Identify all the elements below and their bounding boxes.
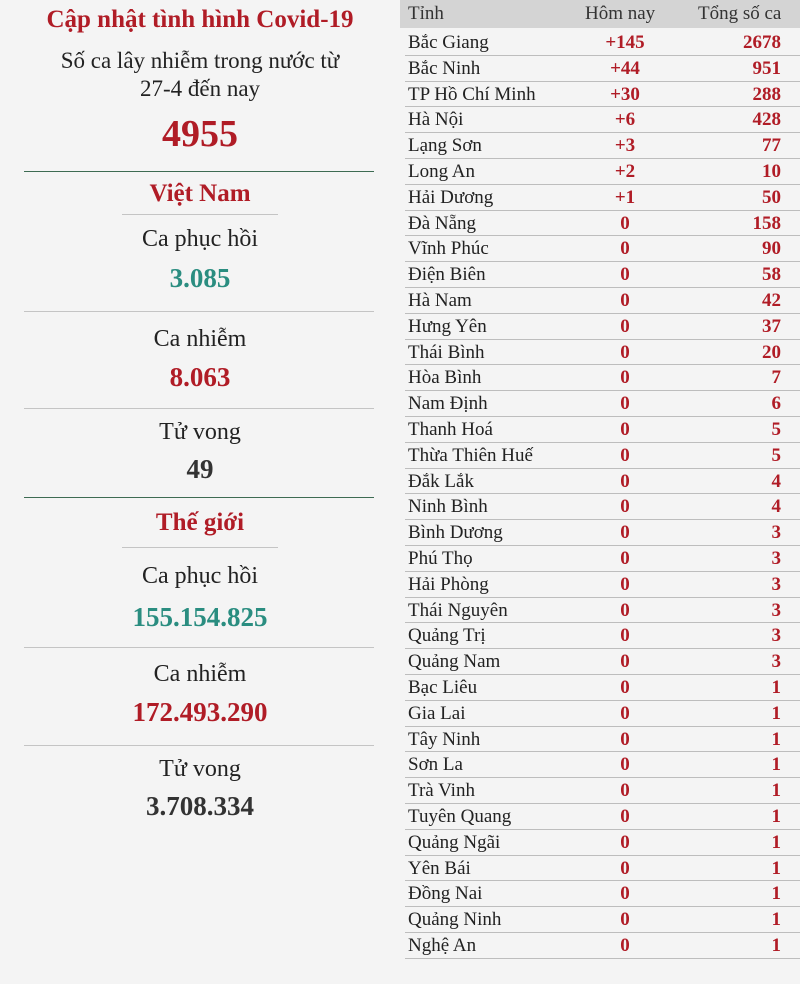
total-cell: 1 [771,831,781,853]
today-cell: 0 [620,212,630,234]
total-cell: 90 [762,238,781,260]
province-cell: Thái Nguyên [408,599,508,621]
table-row [405,649,800,675]
today-cell: +1 [614,186,636,208]
table-row [405,675,800,701]
province-cell: Ninh Bình [408,496,488,518]
vn-deaths-label: Tử vong [159,419,241,445]
today-cell: 0 [620,341,630,363]
province-cell: Quảng Ninh [408,909,502,931]
province-cell: Thừa Thiên Huế [408,444,533,466]
table-row [405,443,800,469]
vn-infected-label: Ca nhiễm [153,326,247,352]
table-row [405,778,800,804]
subtitle [0,47,400,103]
today-cell: 0 [620,857,630,879]
province-cell: Sơn La [408,754,463,776]
province-cell: Thái Bình [408,341,485,363]
table-row [405,623,800,649]
province-cell: Hòa Bình [408,367,482,389]
table-row [405,133,800,159]
province-cell: Gia Lai [408,702,466,724]
province-cell: Bạc Liêu [408,676,478,698]
province-table [400,0,800,984]
total-cell: 3 [771,651,781,673]
table-row [405,391,800,417]
table-row [405,365,800,391]
table-row [405,572,800,598]
divider [24,408,374,409]
total-cell: 3 [771,522,781,544]
today-cell: 0 [620,573,630,595]
today-cell: 0 [620,367,630,389]
total-cell: 158 [752,212,781,234]
today-cell: 0 [620,522,630,544]
province-cell: Yên Bái [408,857,471,879]
province-cell: Quảng Ngãi [408,831,501,853]
total-cell: 3 [771,625,781,647]
total-cell: 37 [762,315,781,337]
total-cell: 428 [752,109,781,131]
table-row [405,520,800,546]
today-cell: 0 [620,625,630,647]
world-infected-label: Ca nhiễm [153,661,247,687]
total-cell: 42 [762,289,781,311]
table-row [405,933,800,959]
province-cell: Vĩnh Phúc [408,238,489,260]
province-cell: Bắc Giang [408,32,489,53]
table-row [405,598,800,624]
today-cell: 0 [620,264,630,286]
total-cell: 2678 [743,32,781,53]
table-row [405,417,800,443]
table-row [405,56,800,82]
total-cell: 3 [771,547,781,569]
table-row [405,159,800,185]
province-cell: Phú Thọ [408,547,473,569]
table-body [400,30,800,959]
total-cell: 1 [771,728,781,750]
today-cell: 0 [620,754,630,776]
table-row [405,494,800,520]
total-cell: 4 [771,470,781,492]
province-cell: Hà Nam [408,289,472,311]
province-cell: Quảng Nam [408,651,501,673]
divider [24,497,374,498]
total-cell: 1 [771,676,781,698]
world-deaths-label: Tử vong [159,756,241,782]
province-cell: Hải Dương [408,186,494,208]
subtitle-line2: 27-4 đến nay [139,76,261,101]
vn-infected-value: 8.063 [169,362,231,392]
today-cell: 0 [620,780,630,802]
province-cell: Hưng Yên [408,315,487,337]
today-cell: 0 [620,883,630,905]
world-infected-value: 172.493.290 [132,697,268,727]
total-cell: 1 [771,909,781,931]
divider [122,547,278,548]
total-cell: 5 [771,418,781,440]
total-cell: 6 [771,393,781,415]
table-row [405,881,800,907]
total-cell: 77 [762,135,781,157]
table-row [405,804,800,830]
province-cell: Trà Vinh [408,780,475,802]
table-row [405,546,800,572]
today-cell: +145 [605,32,645,53]
table-row [405,340,800,366]
table-row [405,856,800,882]
province-cell: Nghệ An [408,934,477,956]
vietnam-heading: Việt Nam [149,180,251,207]
total-cell: 58 [762,264,781,286]
total-cell: 1 [771,805,781,827]
province-cell: Lạng Sơn [408,135,482,157]
today-cell: 0 [620,728,630,750]
table-row [405,236,800,262]
table-row [405,727,800,753]
province-cell: Bắc Ninh [408,57,481,79]
subtitle-line1: Số ca lây nhiễm trong nước từ [60,48,340,73]
today-cell: +44 [610,57,640,79]
total-cell: 951 [752,57,781,79]
header-province: Tỉnh [408,3,444,24]
province-cell: Hà Nội [408,109,464,131]
today-cell: 0 [620,909,630,931]
province-cell: Tuyên Quang [408,805,512,827]
vn-recovered-value: 3.085 [169,263,231,293]
divider [24,745,374,746]
total-cell: 1 [771,883,781,905]
table-row [405,314,800,340]
domestic-total: 4955 [162,113,238,155]
world-recovered-value: 155.154.825 [132,602,268,632]
today-cell: 0 [620,444,630,466]
world-deaths-value: 3.708.334 [146,791,254,821]
table-row [405,752,800,778]
total-cell: 7 [771,367,781,389]
table-row [405,82,800,108]
today-cell: +6 [614,109,636,131]
page-title: Cập nhật tình hình Covid-19 [46,6,354,33]
province-cell: Nam Định [408,393,488,415]
total-cell: 50 [762,186,781,208]
today-cell: 0 [620,934,630,956]
table-row [405,30,800,56]
province-cell: Bình Dương [408,522,503,544]
table-row [405,107,800,133]
total-cell: 1 [771,780,781,802]
today-cell: +30 [610,83,640,105]
table-row [405,907,800,933]
table-row [405,211,800,237]
total-cell: 10 [762,160,781,182]
province-cell: Đồng Nai [408,883,483,905]
world-recovered-label: Ca phục hồi [142,563,258,589]
divider [24,171,374,172]
today-cell: 0 [620,547,630,569]
today-cell: 0 [620,315,630,337]
divider [24,647,374,648]
today-cell: 0 [620,651,630,673]
total-cell: 4 [771,496,781,518]
province-cell: Hải Phòng [408,573,489,595]
total-cell: 1 [771,754,781,776]
today-cell: 0 [620,418,630,440]
today-cell: 0 [620,238,630,260]
table-row [405,469,800,495]
total-cell: 3 [771,599,781,621]
total-cell: 1 [771,934,781,956]
table-row [405,185,800,211]
vn-recovered-label: Ca phục hồi [142,226,258,252]
today-cell: 0 [620,831,630,853]
table-row [405,262,800,288]
province-cell: Đắk Lắk [408,470,474,492]
today-cell: +3 [614,135,636,157]
today-cell: 0 [620,599,630,621]
total-cell: 1 [771,702,781,724]
total-cell: 3 [771,573,781,595]
vn-deaths-value: 49 [186,454,214,484]
today-cell: 0 [620,496,630,518]
today-cell: +2 [614,160,636,182]
table-row [405,288,800,314]
province-cell: TP Hồ Chí Minh [408,83,536,105]
header-total: Tổng số ca [698,3,782,24]
today-cell: 0 [620,805,630,827]
today-cell: 0 [620,702,630,724]
total-cell: 20 [762,341,781,363]
province-cell: Long An [408,160,476,182]
table-row [405,701,800,727]
divider [122,214,278,215]
divider [24,311,374,312]
table-row [405,830,800,856]
province-cell: Điện Biên [408,264,486,286]
today-cell: 0 [620,393,630,415]
province-cell: Quảng Trị [408,625,486,647]
province-cell: Thanh Hoá [408,418,493,440]
today-cell: 0 [620,676,630,698]
table-header [400,0,800,28]
today-cell: 0 [620,289,630,311]
total-cell: 1 [771,857,781,879]
total-cell: 288 [752,83,781,105]
total-cell: 5 [771,444,781,466]
today-cell: 0 [620,470,630,492]
world-heading: Thế giới [155,509,245,536]
province-cell: Tây Ninh [408,728,481,750]
header-today: Hôm nay [585,3,656,24]
province-cell: Đà Nẵng [408,212,477,234]
